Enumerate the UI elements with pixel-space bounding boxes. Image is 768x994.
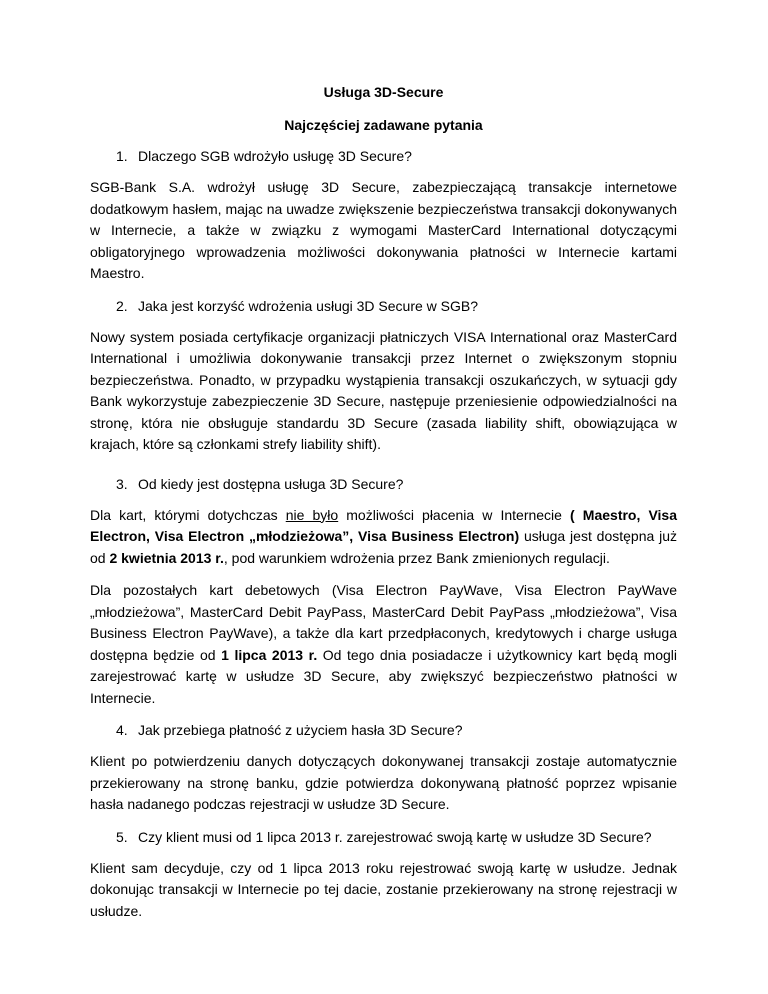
answer-text: Dla kart, którymi dotychczas bbox=[90, 506, 286, 523]
answer-3b bbox=[90, 580, 677, 709]
question-4 bbox=[90, 720, 677, 741]
question-number: 1. bbox=[116, 148, 128, 164]
answer-text: Dla pozostałych kart debetowych (Visa Electron PayWave, Visa Electron PayWave „młodzieżowa”, MasterCard Debit PayPass, MasterCard Debit PayPass „młodzieżowa”, Visa Business Electron PayWave), a także dla kart przedpłaconych, kredytowych i charge usługa dostępna będzie od bbox=[90, 582, 677, 663]
question-text: Czy klient musi od 1 lipca 2013 r. zarejestrować swoją kartę w usłudze 3D Secure? bbox=[138, 828, 652, 845]
question-number: 4. bbox=[116, 722, 128, 738]
answer-text: możliwości płacenia w Internecie bbox=[338, 506, 571, 523]
question-text: Jaka jest korzyść wdrożenia usługi 3D Secure w SGB? bbox=[138, 297, 479, 314]
question-number: 3. bbox=[116, 475, 128, 492]
bold-date: 2 kwietnia 2013 r. bbox=[109, 549, 224, 566]
question-number: 2. bbox=[116, 297, 128, 314]
bold-card-list: ( Maestro, Visa Electron, Visa Electron „młodzieżowa”, Visa Business Electron) bbox=[90, 506, 678, 544]
question-5 bbox=[90, 827, 677, 848]
answer-text: , pod warunkiem wdrożenia przez Bank zmienionych regulacji. bbox=[223, 549, 610, 566]
question-text: Jak przebiega płatność z użyciem hasła 3D Secure? bbox=[138, 722, 463, 738]
question-text: Dlaczego SGB wdrożyło usługę 3D Secure? bbox=[138, 148, 412, 164]
answer-1: SGB-Bank S.A. wdrożył usługę 3D Secure, zabezpieczającą transakcje internetowe dodatkowym hasłem, mając na uwadze zwiększenie bezpieczeństwa transakcji dokonywanych w Internecie, a także w związku z wymogami MasterCard International dotyczącymi obligatoryjnego wprowadzenia możliwości dokonywania płatności w Internecie kartami Maestro. bbox=[90, 179, 677, 281]
question-number: 5. bbox=[116, 828, 128, 845]
document-title: Usługa 3D-Secure bbox=[323, 84, 444, 100]
answer-2: Nowy system posiada certyfikacje organizacji płatniczych VISA International oraz MasterCard International i umożliwia dokonywanie transakcji przez Internet o zwiększonym stopniu bezpieczeństwa. Ponadto, w przypadku wystąpienia transakcji oszukańczych, w sytuacji gdy Bank wykorzystuje zabezpieczenie 3D Secure, następuje przeniesienie odpowiedzialności na stronę, która nie obsługuje standardu 3D Secure (zasada liability shift, obowiązująca w krajach, które są członkami strefy liability shift). bbox=[90, 328, 677, 452]
answer-4: Klient po potwierdzeniu danych dotyczących dokonywanej transakcji zostaje automatycznie przekierowany na stronę banku, gdzie potwierdza dokonywaną płatność poprzez wpisanie hasła nadanego podczas rejestracji w usłudze 3D Secure. bbox=[90, 753, 677, 812]
document-subtitle: Najczęściej zadawane pytania bbox=[284, 117, 483, 133]
question-2 bbox=[90, 296, 677, 317]
question-1 bbox=[90, 146, 677, 167]
question-text: Od kiedy jest dostępna usługa 3D Secure? bbox=[138, 475, 404, 492]
bold-date: 1 lipca 2013 r. bbox=[221, 646, 318, 663]
question-3 bbox=[90, 474, 677, 495]
answer-5: Klient sam decyduje, czy od 1 lipca 2013 roku rejestrować swoją kartę w usłudze. Jednak dokonując transakcji w Internecie po tej dacie, zostanie przekierowany na stronę rejestracji w usłudze. bbox=[90, 859, 677, 919]
answer-text: usługa jest dostępna już od bbox=[90, 528, 677, 566]
answer-3 bbox=[90, 505, 677, 570]
document-page bbox=[90, 76, 677, 933]
underlined-text: nie było bbox=[285, 506, 339, 523]
answer-text: Od tego dnia posiadacze i użytkownicy kart będą mogli zarejestrować kartę w usłudze 3D Secure, aby zwiększyć bezpieczeństwo płatności w Internecie. bbox=[90, 646, 677, 706]
